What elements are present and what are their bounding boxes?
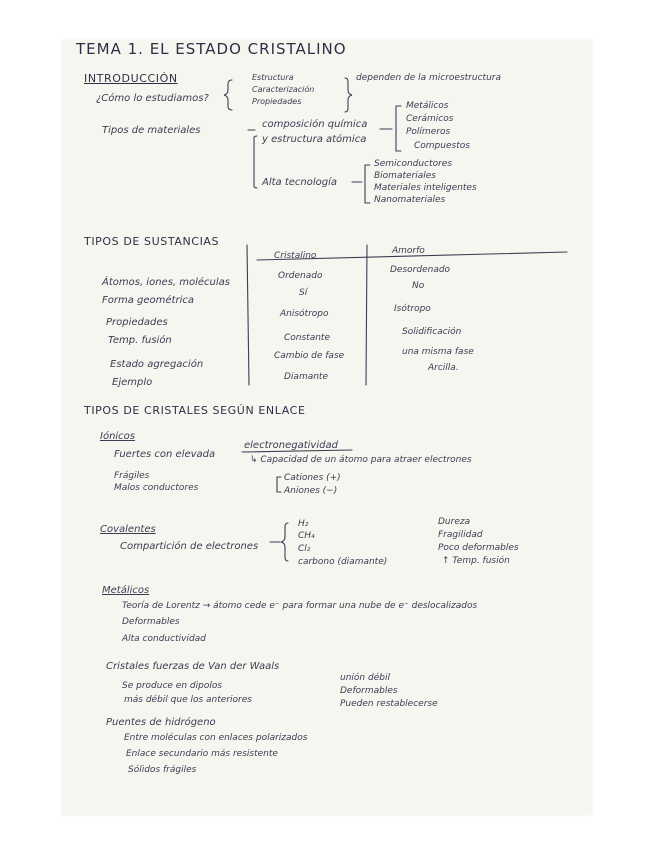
row-label: Átomos, iones, moléculas bbox=[102, 277, 231, 288]
intro-question: ¿Cómo lo estudiamos? bbox=[96, 93, 209, 104]
covalent-prop-deformable: Poco deformables bbox=[438, 543, 519, 553]
brace-intro-left bbox=[224, 80, 232, 110]
hydrogen-title: Puentes de hidrógeno bbox=[106, 717, 216, 728]
row-crystalline: Ordenado bbox=[278, 271, 323, 281]
metallic-title: Metálicos bbox=[102, 585, 150, 596]
row-amorphous: Solidificación bbox=[402, 327, 462, 337]
vdw-left-2: más débil que los anteriores bbox=[124, 695, 252, 705]
hydrogen-line-3: Sólidos frágiles bbox=[128, 765, 197, 775]
covalent-example-diamond: carbono (diamante) bbox=[298, 557, 388, 567]
row-label: Ejemplo bbox=[112, 377, 153, 388]
metallic-line-deformable: Deformables bbox=[122, 617, 180, 627]
ionic-title: Iónicos bbox=[100, 431, 136, 442]
ionic-anions: Aniones (−) bbox=[284, 486, 338, 496]
row-label: Propiedades bbox=[106, 317, 168, 328]
row-amorphous: Isótropo bbox=[394, 304, 431, 314]
intro-heading: INTRODUCCIÓN bbox=[84, 72, 178, 85]
covalent-title: Covalentes bbox=[100, 524, 156, 535]
aspect-2: Caracterización bbox=[252, 85, 315, 94]
ionic-fragile: Frágiles bbox=[114, 471, 150, 481]
high-tech-label: Alta tecnología bbox=[262, 177, 338, 188]
material-metallic: Metálicos bbox=[406, 101, 449, 111]
row-crystalline: Cambio de fase bbox=[274, 351, 345, 361]
covalent-example-cl2: Cl₂ bbox=[298, 544, 311, 554]
covalent-example-ch4: CH₄ bbox=[298, 531, 315, 541]
aspect-1: Estructura bbox=[252, 73, 294, 82]
row-crystalline: Sí bbox=[299, 288, 308, 298]
vdw-right-1: unión débil bbox=[340, 673, 390, 683]
hightech-nanomaterials: Nanomateriales bbox=[374, 195, 446, 205]
substances-heading: TIPOS DE SUSTANCIAS bbox=[84, 235, 220, 248]
covalent-prop-fragility: Fragilidad bbox=[438, 530, 483, 540]
hightech-semiconductors: Semiconductores bbox=[374, 159, 453, 169]
row-amorphous: Arcilla. bbox=[428, 363, 459, 373]
notebook-page bbox=[62, 40, 592, 815]
material-polymer: Polímeros bbox=[406, 127, 451, 137]
vdw-right-3: Pueden restablecerse bbox=[340, 699, 438, 709]
materials-label: Tipos de materiales bbox=[102, 125, 201, 136]
ionic-line-prefix: Fuertes con elevada bbox=[114, 449, 216, 460]
row-crystalline: Diamante bbox=[284, 372, 328, 382]
ionic-term-electronegativity: electronegatividad bbox=[244, 440, 338, 451]
row-label: Temp. fusión bbox=[108, 335, 172, 346]
page-title: TEMA 1. EL ESTADO CRISTALINO bbox=[76, 40, 347, 58]
row-amorphous: una misma fase bbox=[402, 347, 474, 357]
table-divider-2 bbox=[366, 245, 367, 385]
ionic-definition: ↳ Capacidad de un átomo para atraer electrones bbox=[250, 455, 472, 465]
row-amorphous: No bbox=[412, 281, 425, 291]
row-crystalline: Anisótropo bbox=[280, 309, 329, 319]
hydrogen-line-2: Enlace secundario más resistente bbox=[126, 749, 278, 759]
brace-intro-right bbox=[345, 78, 352, 112]
brace-composition bbox=[396, 106, 401, 151]
row-amorphous: Desordenado bbox=[390, 265, 451, 275]
composition-line-1: composición química bbox=[262, 119, 368, 130]
intro-depends: dependen de la microestructura bbox=[356, 73, 501, 83]
material-composite: Compuestos bbox=[414, 141, 470, 151]
hydrogen-line-1: Entre moléculas con enlaces polarizados bbox=[124, 733, 308, 743]
column-amorphous: Amorfo bbox=[392, 246, 425, 256]
composition-line-2: y estructura atómica bbox=[262, 134, 367, 145]
row-crystalline: Constante bbox=[284, 333, 330, 343]
crystal-types-heading: TIPOS DE CRISTALES SEGÚN ENLACE bbox=[84, 404, 306, 417]
table-divider-1 bbox=[247, 245, 249, 385]
column-crystalline: Cristalino bbox=[274, 251, 317, 261]
metallic-line-lorentz: Teoría de Lorentz → átomo cede e⁻ para formar una nube de e⁻ deslocalizados bbox=[122, 601, 478, 611]
covalent-prop-hardness: Dureza bbox=[438, 517, 471, 527]
row-label: Estado agregación bbox=[110, 359, 204, 370]
ionic-cations: Cationes (+) bbox=[284, 473, 341, 483]
metallic-line-conductivity: Alta conductividad bbox=[122, 634, 206, 644]
brace-covalent bbox=[281, 523, 288, 561]
covalent-example-h2: H₂ bbox=[298, 519, 309, 529]
covalent-prop-melting: ↑ Temp. fusión bbox=[442, 556, 510, 566]
aspect-3: Propiedades bbox=[252, 97, 302, 106]
covalent-sharing: Compartición de electrones bbox=[120, 541, 259, 552]
row-label: Forma geométrica bbox=[102, 295, 194, 306]
ionic-conductors: Malos conductores bbox=[114, 483, 199, 493]
brace-hightech bbox=[365, 165, 370, 203]
vdw-left-1: Se produce en dipolos bbox=[122, 681, 223, 691]
hightech-biomaterials: Biomateriales bbox=[374, 171, 436, 181]
material-ceramic: Cerámicos bbox=[406, 114, 454, 124]
brace-materials bbox=[254, 136, 257, 188]
brace-ions bbox=[277, 477, 281, 492]
vdw-right-2: Deformables bbox=[340, 686, 398, 696]
vdw-title: Cristales fuerzas de Van der Waals bbox=[106, 661, 280, 672]
hightech-smart-materials: Materiales inteligentes bbox=[374, 183, 477, 193]
